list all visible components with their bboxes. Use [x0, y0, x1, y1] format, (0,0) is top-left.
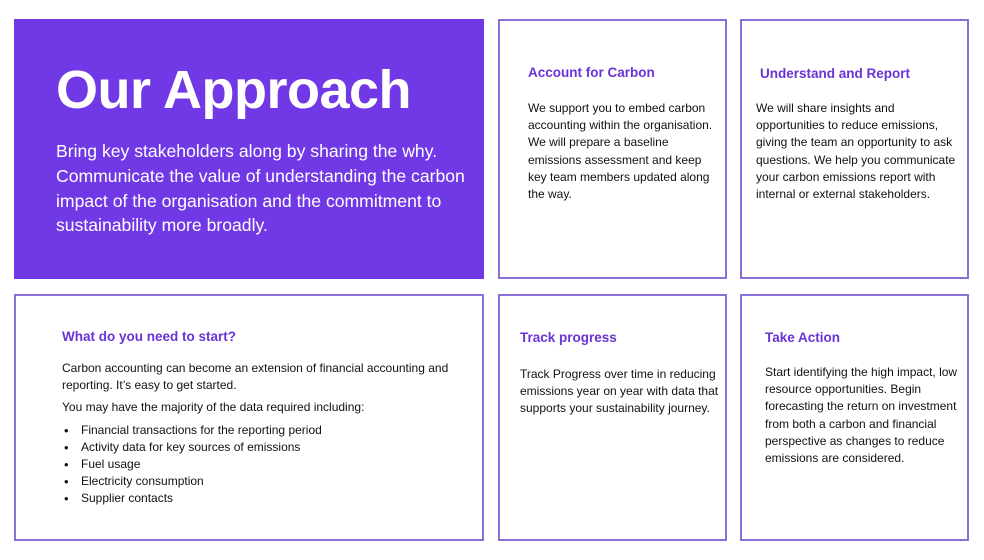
card-title: Understand and Report	[760, 66, 911, 81]
take-action-card	[740, 294, 969, 541]
account-for-carbon-card	[498, 19, 727, 279]
requirements-list	[62, 422, 462, 508]
card-body: We support you to embed carbon accounting within the organisation. We will prepare a baseline emissions assessment and keep key team members updated along the way.	[528, 101, 713, 202]
card-intro: Carbon accounting can become an extension of financial accounting and reporting. It’s easy to get started.	[62, 361, 449, 393]
track-progress-card	[498, 294, 727, 541]
list-item: • Fuel usage	[62, 456, 462, 473]
card-title: Account for Carbon	[528, 65, 655, 80]
hero-panel	[14, 19, 484, 279]
hero-description: Bring key stakeholders along by sharing the why. Communicate the value of understanding the carbon impact of the organisation and the commitment to sustainability more broadly.	[56, 141, 465, 236]
list-item: • Supplier contacts	[62, 490, 462, 507]
card-body: We will share insights and opportunities to reduce emissions, giving the team an opportunity to ask questions. We help you communicate your carbon emissions report with internal or external stakeholders.	[756, 101, 956, 202]
card-body: Start identifying the high impact, low resource opportunities. Begin forecasting the return on investment from both a carbon and financial perspective as changes to reduce emissions are considered.	[765, 365, 958, 466]
list-item: • Electricity consumption	[62, 473, 462, 490]
page-title: Our Approach	[56, 60, 412, 120]
card-title: Track progress	[520, 330, 617, 345]
card-body: Track Progress over time in reducing emissions year on year with data that supports your sustainability journey.	[520, 367, 719, 416]
card-title: What do you need to start?	[62, 329, 236, 344]
card-title: Take Action	[765, 330, 841, 345]
understand-and-report-card	[740, 19, 969, 279]
card-lead: You may have the majority of the data required including:	[62, 400, 365, 415]
list-item: • Financial transactions for the reporting period	[62, 422, 462, 439]
list-item: • Activity data for key sources of emissions	[62, 439, 462, 456]
card-body	[62, 360, 462, 508]
what-do-you-need-card	[14, 294, 484, 541]
